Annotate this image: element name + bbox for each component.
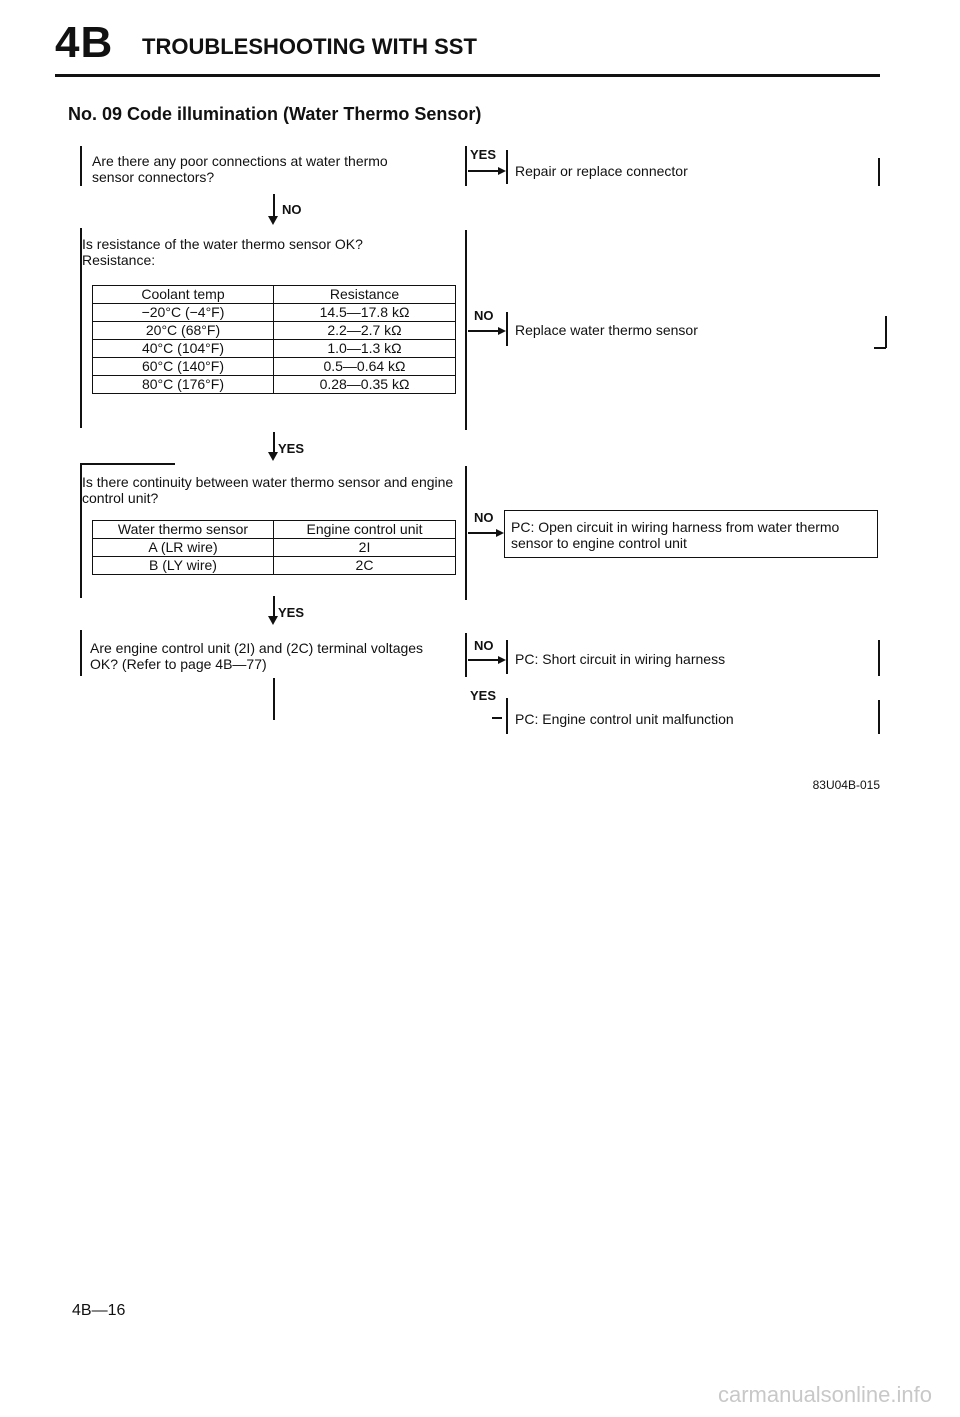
step2-result-bracket [506,312,508,346]
figure-reference: 83U04B-015 [812,778,880,792]
step3-no-bracket [465,466,467,600]
step1-no-arrowhead [268,216,278,225]
step2-no-result: Replace water thermo sensor [515,322,698,338]
table-cell: −20°C (−4°F) [93,304,274,322]
table-row [93,376,456,394]
table-header: Resistance [274,286,456,304]
step2-no-label: NO [474,308,494,323]
step3-yes-label: YES [278,605,305,620]
step2-right-tick [874,347,886,349]
watermark: carmanualsonline.info [717,1382,932,1407]
step1-question: Are there any poor connections at water thermo sensor connectors? [92,153,388,185]
step4-no-right-bracket [878,640,880,676]
step4-yes-label: YES [470,688,497,703]
step4-no-arrow [468,659,502,661]
table-cell: 2C [274,557,456,575]
step4-question: Are engine control unit (2I) and (2C) terminal voltages OK? (Refer to page 4B—77) [90,640,424,672]
table-row [93,358,456,376]
step2-right-bracket [885,316,887,348]
continuity-table [92,520,456,575]
step4-no-arrowhead [498,656,506,664]
step1-yes-result: Repair or replace connector [515,163,688,179]
table-cell: 20°C (68°F) [93,322,274,340]
step1-yes-arrowhead [498,167,506,175]
table-row [93,304,456,322]
step4-no-label: NO [474,638,494,653]
step2-yes-label: YES [278,441,305,456]
step3-question: Is there continuity between water thermo sensor and engine control unit? [82,474,454,506]
step1-yes-arrow [468,170,502,172]
table-cell: 60°C (140°F) [93,358,274,376]
step3-no-arrowhead [496,529,504,537]
step1-right-bracket [878,158,880,186]
table-header: Coolant temp [93,286,274,304]
step3-yes-arrow [273,596,275,616]
step2-question: Is resistance of the water thermo sensor OK? [82,236,363,252]
resistance-table [92,285,456,394]
step2-yes-arrowhead [268,452,278,461]
table-cell: 0.5—0.64 kΩ [274,358,456,376]
table-cell: 40°C (104°F) [93,340,274,358]
table-header-row [93,286,456,304]
table-cell: A (LR wire) [93,539,274,557]
table-cell: 2I [274,539,456,557]
step3-top-line [80,463,175,465]
table-cell: 80°C (176°F) [93,376,274,394]
step1-no-arrow [273,194,275,216]
step3-no-result-box: PC: Open circuit in wiring harness from water thermo sensor to engine control unit [504,510,878,558]
step4-no-result: PC: Short circuit in wiring harness [515,651,726,667]
chapter-title: TROUBLESHOOTING WITH SST [142,34,477,59]
step4-continue-line [273,678,275,720]
step4-yes-arrow [492,717,502,719]
table-header: Engine control unit [274,521,456,539]
table-cell: 1.0—1.3 kΩ [274,340,456,358]
table-row [93,322,456,340]
step2-sub: Resistance: [82,252,156,268]
section-title: No. 09 Code illumination (Water Thermo Sensor) [68,104,482,124]
step1-result-bracket [506,150,508,184]
table-row [93,557,456,575]
step1-yes-label: YES [470,147,497,162]
step2-yes-arrow [273,432,275,452]
header-rule [55,74,880,77]
step4-yes-result: PC: Engine control unit malfunction [515,711,734,727]
table-cell: B (LY wire) [93,557,274,575]
step2-no-bracket [465,230,467,430]
step4-yes-right-bracket [878,700,880,734]
table-header-row [93,521,456,539]
step2-no-arrow [468,330,502,332]
step1-yes-bracket [465,146,467,186]
step4-no-bracket [465,633,467,677]
step1-bracket [80,146,82,186]
table-row [93,340,456,358]
table-cell: 14.5—17.8 kΩ [274,304,456,322]
step1-no-label: NO [282,202,302,217]
table-header: Water thermo sensor [93,521,274,539]
step2-no-arrowhead [498,327,506,335]
step4-yes-result-bracket [506,698,508,734]
step3-no-label: NO [474,510,494,525]
table-row [93,539,456,557]
step4-no-result-bracket [506,640,508,674]
step3-yes-arrowhead [268,616,278,625]
table-cell: 0.28—0.35 kΩ [274,376,456,394]
page-number: 4B—16 [72,1302,126,1319]
chapter-code: 4B [55,18,114,67]
table-cell: 2.2—2.7 kΩ [274,322,456,340]
step4-bracket [80,630,82,676]
